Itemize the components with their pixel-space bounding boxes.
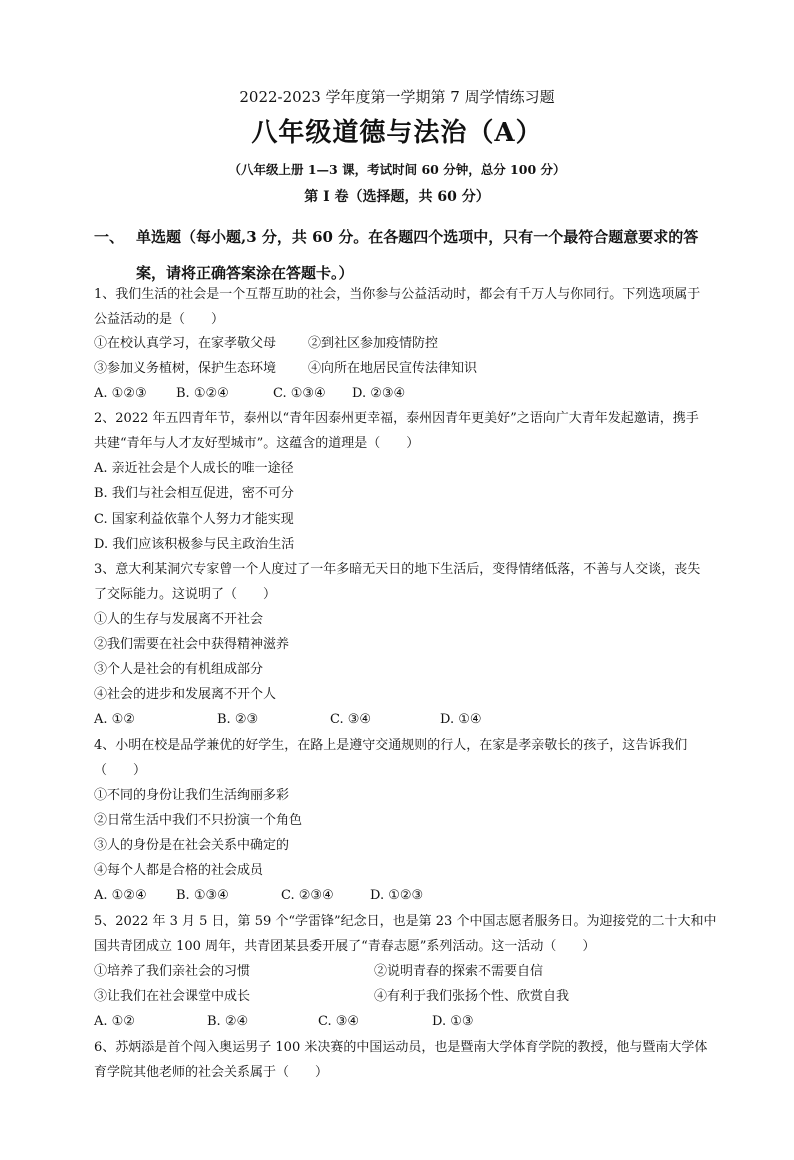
statement: ①在校认真学习，在家孝敬父母 [94,336,277,351]
section-number: 一、 [94,228,125,246]
choice-a[interactable]: A. ①② [94,1014,135,1029]
statement: ③让我们在社会课堂中成长 [94,989,251,1004]
statement: ②到社区参加疫情防控 [308,336,439,351]
question-stem: 公益活动的是（ ） [94,312,225,327]
question-stem: 3、意大利某洞穴专家曾一个人度过了一年多暗无天日的地下生活后，变得情绪低落，不善与人交谈，丧失 [94,562,701,577]
choice-d[interactable]: D. 我们应该积极参与民主政治生活 [94,537,295,552]
choice-d[interactable]: D. ②③④ [352,386,406,401]
question-stem: 6、苏炳添是首个闯入奥运男子 100 米决赛的中国运动员，也是暨南大学体育学院的教授，他与暨南大学体 [94,1040,708,1055]
choice-b[interactable]: B. 我们与社会相互促进，密不可分 [94,486,294,501]
instruction-line-2: 案，请将正确答案涂在答题卡。） [136,264,354,282]
choice-c[interactable]: C. ①③④ [273,386,326,401]
question-stem: 5、2022 年 3 月 5 日，第 59 个“学雷锋”纪念日，也是第 23 个中国志愿者服务日。为迎接党的二十大和中 [94,914,717,929]
choice-d[interactable]: D. ①②③ [370,888,424,903]
choice-b[interactable]: B. ①②④ [176,386,229,401]
choice-a[interactable]: A. ①②④ [94,888,147,903]
statement: ①人的生存与发展离不开社会 [94,612,264,627]
question-stem: 育学院其他老师的社会关系属于（ ） [94,1065,329,1080]
question-stem: （ ） [94,763,147,778]
question-stem: 2、2022 年五四青年节，泰州以“青年因泰州更幸福，泰州因青年更美好”之语向广大青年发起邀请，携手 [94,411,699,426]
choice-a[interactable]: A. 亲近社会是个人成长的唯一途径 [94,461,294,476]
subject-title: 八年级道德与法治（A） [251,118,543,148]
statement: ②日常生活中我们不只扮演一个角色 [94,813,303,828]
choice-b[interactable]: B. ①③④ [176,888,229,903]
question-stem: 国共青团成立 100 周年，共青团某县委开展了“青春志愿”系列活动。这一活动（ ） [94,939,596,954]
question-stem: 共建“青年与人才友好型城市”。这蕴含的道理是（ ） [94,436,420,451]
statement: ④有利于我们张扬个性、欣赏自我 [374,989,570,1004]
choice-c[interactable]: C. ③④ [330,712,372,727]
statement: ③个人是社会的有机组成部分 [94,662,264,677]
statement: ④向所在地居民宣传法律知识 [308,361,478,376]
instruction-line-1: 单选题（每小题,3 分，共 60 分。在各题四个选项中，只有一个最符合题意要求的答 [136,228,699,246]
statement: ①不同的身份让我们生活绚丽多彩 [94,788,290,803]
choice-a[interactable]: A. ①② [94,712,135,727]
statement: ②说明青春的探索不需要自信 [374,964,544,979]
statement: ③人的身份是在社会关系中确定的 [94,838,290,853]
statement: ④社会的进步和发展离不开个人 [94,687,277,702]
statement: ③参加义务植树，保护生态环境 [94,361,277,376]
statement: ④每个人都是合格的社会成员 [94,863,264,878]
statement: ②我们需要在社会中获得精神滋养 [94,637,290,652]
choice-c[interactable]: C. 国家利益依靠个人努力才能实现 [94,512,294,527]
choice-c[interactable]: C. ②③④ [281,888,334,903]
part-title: 第 I 卷（选择题，共 60 分） [304,189,490,205]
question-stem: 1、我们生活的社会是一个互帮互助的社会，当你参与公益活动时，都会有千万人与你同行。下列选项属于 [94,287,701,302]
statement: ①培养了我们亲社会的习惯 [94,964,251,979]
question-stem: 4、小明在校是品学兼优的好学生，在路上是遵守交通规则的行人，在家是孝亲敬长的孩子，这告诉我们 [94,738,688,753]
choice-a[interactable]: A. ①②③ [94,386,147,401]
choice-b[interactable]: B. ②③ [217,712,259,727]
choice-b[interactable]: B. ②④ [207,1014,249,1029]
choice-d[interactable]: D. ①③ [432,1014,474,1029]
choice-c[interactable]: C. ③④ [318,1014,360,1029]
exam-info: （八年级上册 1—3 课，考试时间 60 分钟，总分 100 分） [228,162,566,177]
term-title: 2022-2023 学年度第一学期第 7 周学情练习题 [239,88,555,106]
section-instruction-text [136,219,726,291]
choice-d[interactable]: D. ①④ [440,712,482,727]
question-stem: 了交际能力。这说明了（ ） [94,587,277,602]
